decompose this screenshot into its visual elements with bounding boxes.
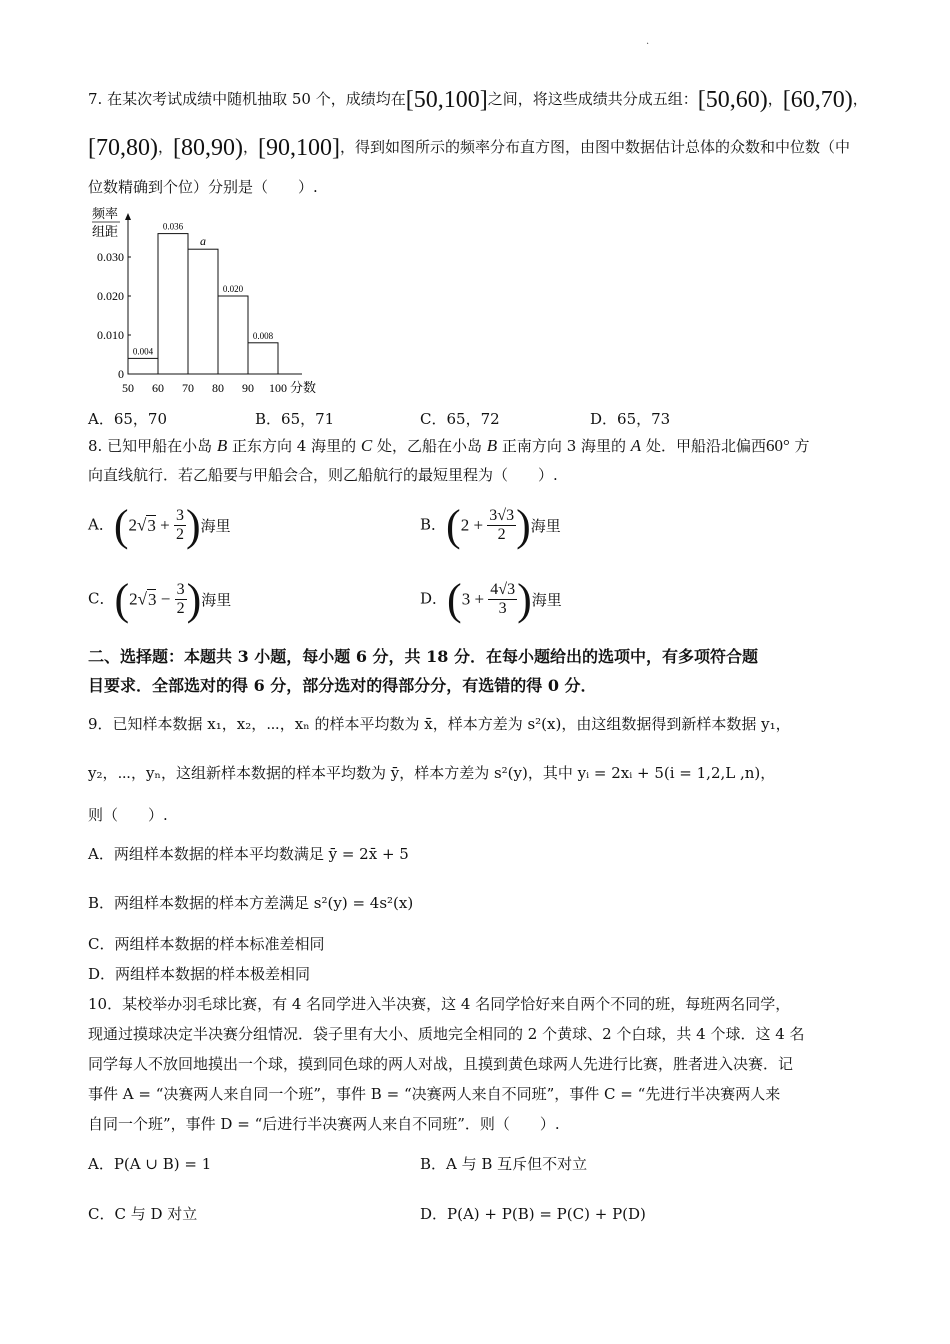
section-2-heading-line-2: 目要求．全部选对的得 6 分，部分选对的得部分分，有选错的得 0 分． xyxy=(88,676,597,695)
q8-option-d[interactable]: D．(3 + $\frac{4√3}{3}$ )海里 xyxy=(420,575,562,624)
q8-line-2: 向直线航行．若乙船要与甲船会合，则乙船航行的最短里程为（ ）. xyxy=(88,466,558,484)
q9-line-3: 则（ ）. xyxy=(88,806,168,824)
x-tick-label-50: 50 xyxy=(122,381,134,395)
bar-label-[90,100]: 0.008 xyxy=(252,330,274,341)
y-tick-label-0: 0 xyxy=(118,367,124,381)
bar-label-[70,80): a xyxy=(200,234,206,249)
q10-option-a[interactable]: A．P(A ∪ B) = 1 xyxy=(88,1155,212,1173)
x-tick-label-100: 100 xyxy=(269,381,287,395)
bar-[70,80) xyxy=(188,249,218,374)
q9-option-b[interactable]: B．两组样本数据的样本方差满足 s²(y) = 4s²(x) xyxy=(88,894,414,912)
section-2-heading-line-1: 二、选择题：本题共 3 小题，每小题 6 分，共 18 分．在每小题给出的选项中，有多项符合题 xyxy=(88,647,758,666)
bar-label-[50,60): 0.004 xyxy=(132,346,154,357)
bar-label-[80,90): 0.020 xyxy=(222,284,244,294)
q7-line-2: [70,80)，[80,90)，[90,100]，得到如图所示的频率分布直方图，由图中数据估计总体的众数和中位数（中 xyxy=(88,135,850,161)
y-axis-arrow xyxy=(125,213,131,220)
q9-line-2: y₂，⋯，yₙ，这组新样本数据的样本平均数为 ȳ，样本方差为 s²(y)，其中 yᵢ = 2xᵢ + 5(i = 1,2,L ,n)， xyxy=(88,764,776,782)
q9-option-c[interactable]: C．两组样本数据的样本标准差相同 xyxy=(88,935,325,953)
interval-50-100: [50,100] xyxy=(405,87,488,113)
q7-option-b[interactable]: B．65，71 xyxy=(255,410,335,428)
y-tick-label-0.010: 0.010 xyxy=(97,328,124,342)
q7-option-a[interactable]: A．65，70 xyxy=(88,410,168,428)
q7-line-1: 7. 在某次考试成绩中随机抽取 50 个，成绩均在[50,100]之间，将这些成绩共分成五组：[50,60)，[60,70)， xyxy=(88,87,868,113)
x-label: 分数 xyxy=(290,380,316,395)
q8-option-a[interactable]: A．(2√3 + $\frac{3}{2}$ )海里 xyxy=(88,501,231,550)
q8-option-b[interactable]: B．(2 + $\frac{3√3}{2}$ )海里 xyxy=(420,501,561,550)
q8-line-1: 8. 已知甲船在小岛 B 正东方向 4 海里的 C 处，乙船在小岛 B 正南方向 3 海里的 A 处．甲船沿北偏西60° 方 xyxy=(88,436,810,455)
x-tick-label-70: 70 xyxy=(182,381,194,395)
q10-option-c[interactable]: C．C 与 D 对立 xyxy=(88,1205,198,1223)
bar-label-[60,70): 0.036 xyxy=(162,221,184,232)
q7-line-3: 位数精确到个位）分别是（ ）. xyxy=(88,178,318,196)
q7-option-c[interactable]: C．65，72 xyxy=(420,410,500,428)
y-label-top: 频率 xyxy=(92,206,119,221)
q9-option-a[interactable]: A．两组样本数据的样本平均数满足 ȳ = 2x̄ + 5 xyxy=(88,845,409,863)
bar-[50,60) xyxy=(128,358,158,374)
header-mark: . xyxy=(646,36,650,47)
q10-option-b[interactable]: B．A 与 B 互斥但不对立 xyxy=(420,1155,588,1173)
y-label-bottom: 组距 xyxy=(92,224,119,239)
x-tick-label-80: 80 xyxy=(212,381,224,395)
frequency-histogram xyxy=(86,204,316,400)
q10-line-3: 同学每人不放回地摸出一个球，摸到同色球的两人对战，且摸到黄色球两人先进行比赛，胜者进入决赛．记 xyxy=(88,1055,794,1073)
q10-line-2: 现通过摸球决定半决赛分组情况．袋子里有大小、质地完全相同的 2 个黄球、2 个白球，共 4 个球．这 4 名 xyxy=(88,1025,805,1043)
x-tick-label-90: 90 xyxy=(242,381,254,395)
y-tick-label-0.030: 0.030 xyxy=(97,250,124,264)
y-tick-label-0.020: 0.020 xyxy=(97,289,124,303)
q10-line-4: 事件 A = “决赛两人来自同一个班”，事件 B = “决赛两人来自不同班”，事件 C = “先进行半决赛两人来 xyxy=(88,1085,781,1103)
bar-[90,100] xyxy=(248,343,278,374)
q10-line-5: 自同一个班”，事件 D = “后进行半决赛两人来自不同班”．则（ ）. xyxy=(88,1115,560,1133)
q7-option-d[interactable]: D．65，73 xyxy=(590,410,671,428)
bar-[60,70) xyxy=(158,234,188,374)
q8-option-c[interactable]: C．(2√3 − $\frac{3}{2}$ )海里 xyxy=(88,575,232,624)
q10-line-1: 10．某校举办羽毛球比赛，有 4 名同学进入半决赛，这 4 名同学恰好来自两个不同的班，每班两名同学， xyxy=(88,995,791,1013)
q10-option-d[interactable]: D．P(A) + P(B) = P(C) + P(D) xyxy=(420,1205,646,1223)
q9-option-d[interactable]: D．两组样本数据的样本极差相同 xyxy=(88,965,311,983)
x-tick-label-60: 60 xyxy=(152,381,164,395)
bar-[80,90) xyxy=(218,296,248,374)
q9-line-1: 9．已知样本数据 x₁，x₂，⋯，xₙ 的样本平均数为 x̄，样本方差为 s²(x)，由这组数据得到新样本数据 y₁， xyxy=(88,715,791,733)
